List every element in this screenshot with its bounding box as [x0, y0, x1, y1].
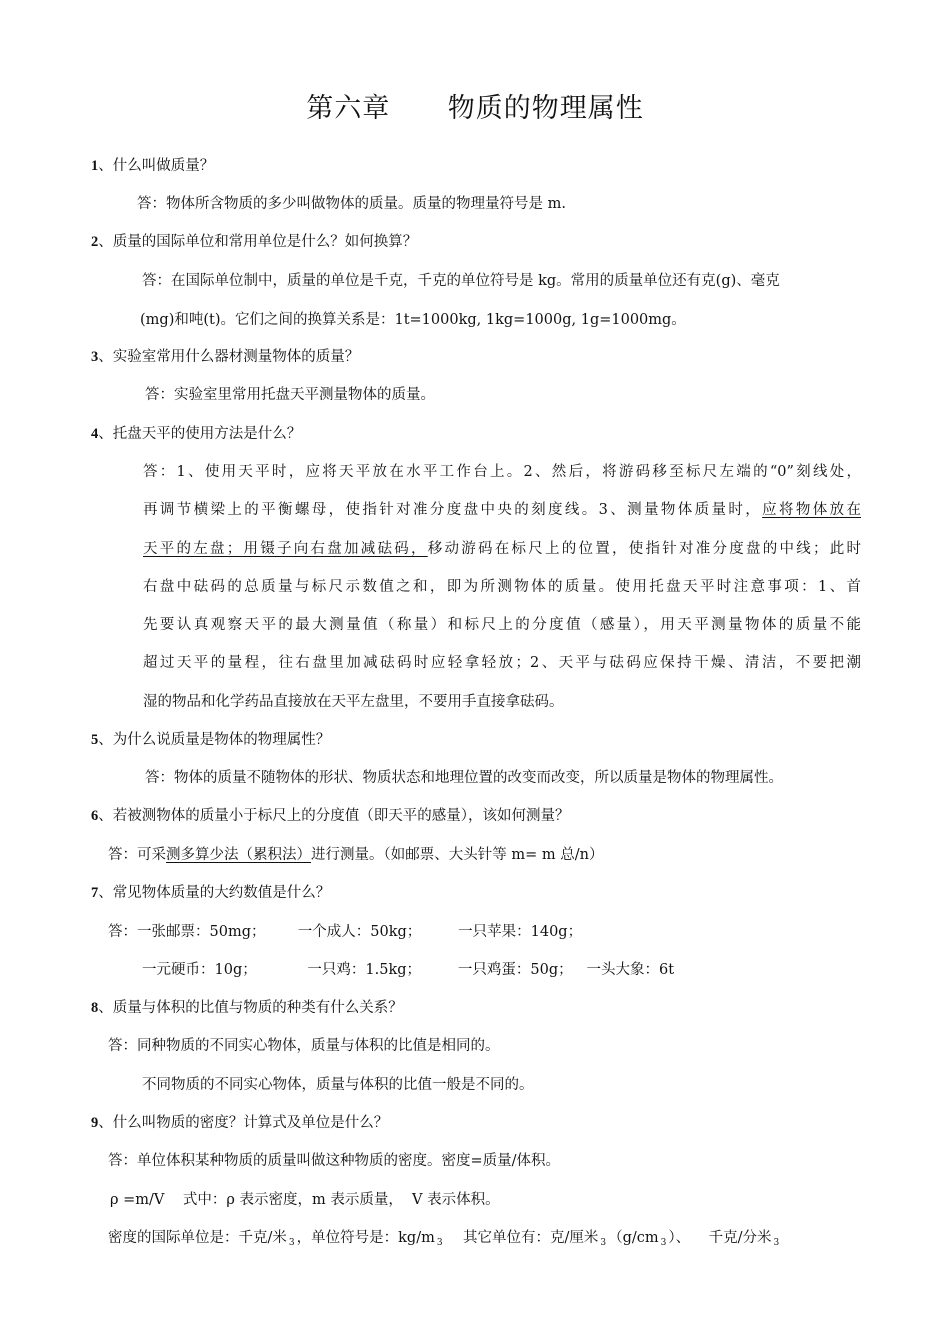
- question-text: 、托盘天平的使用方法是什么？: [98, 426, 302, 442]
- answer-8-line-2: 不同物质的不同实心物体，质量与体积的比值一般是不同的。: [142, 1077, 534, 1093]
- question-text: 、常见物体质量的大约数值是什么？: [98, 885, 331, 901]
- question-text: 、什么叫物质的密度？计算式及单位是什么？: [98, 1115, 389, 1131]
- question-8: [91, 998, 403, 1018]
- answer-text: 答：可采: [108, 847, 166, 863]
- answer-8-line-1: 答：同种物质的不同实心物体，质量与体积的比值是相同的。: [108, 1038, 500, 1054]
- question-6: [91, 806, 570, 826]
- question-text: 、质量与体积的比值与物质的种类有什么关系？: [98, 1000, 403, 1016]
- underlined-text: 测多算少法（累积法）: [166, 847, 311, 863]
- answer-text: 其它单位有：克/厘米: [444, 1230, 599, 1246]
- exponent: 3: [436, 1238, 443, 1248]
- underlined-text: 应将物体放在: [762, 502, 862, 518]
- question-text: 、什么叫做质量？: [98, 158, 215, 174]
- answer-text: 移动游码在标尺上的位置，使指针对准分度盘的中线；此时: [427, 541, 861, 557]
- answer-4-line-7: 湿的物品和化学药品直接放在天平左盘里，不要用手直接拿砝码。: [143, 694, 564, 710]
- answer-text: 进行测量。（如邮票、大头针等 m= m 总/n）: [311, 847, 604, 863]
- answer-5: 答：物体的质量不随物体的形状、物质状态和地理位置的改变而改变，所以质量是物体的物理属性。: [145, 770, 783, 786]
- question-7: [91, 883, 330, 903]
- answer-1: 答：物体所含物质的多少叫做物体的质量。质量的物理量符号是 m.: [137, 196, 566, 212]
- answer-text: 再调节横梁上的平衡螺母，使指针对准分度盘中央的刻度线。3、测量物体质量时，: [143, 502, 763, 518]
- question-9: [91, 1113, 388, 1133]
- answer-9-line-3: [108, 1228, 781, 1250]
- question-3: [91, 347, 359, 367]
- exponent: 3: [600, 1238, 607, 1248]
- question-number: 3: [91, 349, 99, 365]
- question-2: [91, 232, 417, 252]
- question-text: 、若被测物体的质量小于标尺上的分度值（即天平的感量），该如何测量？: [98, 808, 570, 824]
- answer-4-line-1: 答：1、使用天平时，应将天平放在水平工作台上。2、然后，将游码移至标尺左端的“0”刻线处，: [143, 464, 861, 480]
- exponent: 3: [288, 1238, 295, 1248]
- answer-7-line-2: 一元硬币：10g； 一只鸡：1.5kg； 一只鸡蛋：50g； 一头大象：6t: [142, 962, 675, 978]
- answer-4-line-2: [143, 500, 861, 520]
- question-text: 、实验室常用什么器材测量物体的质量？: [98, 349, 360, 365]
- answer-4-line-3: [143, 539, 861, 559]
- question-4: [91, 424, 301, 444]
- underlined-text: 天平的左盘；用镊子向右盘加减砝码，: [143, 541, 428, 557]
- question-text: 、质量的国际单位和常用单位是什么？如何换算？: [98, 234, 418, 250]
- answer-4-line-4: 右盘中砝码的总质量与标尺示数值之和，即为所测物体的质量。使用托盘天平时注意事项：1、首: [143, 579, 861, 595]
- answer-7-line-1: 答：一张邮票：50mg； 一个成人：50kg； 一只苹果：140g；: [108, 924, 583, 940]
- answer-9-line-1: 答：单位体积某种物质的质量叫做这种物质的密度。密度=质量/体积。: [108, 1153, 561, 1169]
- answer-text: 密度的国际单位是：千克/米: [108, 1230, 287, 1246]
- answer-text: ，单位符号是：kg/m: [296, 1230, 435, 1246]
- answer-9-line-2: ρ =m/V 式中：ρ 表示密度，m 表示质量， V 表示体积。: [110, 1192, 500, 1208]
- question-number: 6: [91, 808, 99, 824]
- answer-3: 答：实验室里常用托盘天平测量物体的质量。: [145, 387, 435, 403]
- question-number: 9: [91, 1115, 99, 1131]
- question-number: 1: [91, 158, 99, 174]
- question-text: 、为什么说质量是物体的物理属性？: [98, 732, 331, 748]
- answer-2-line-1: 答：在国际单位制中，质量的单位是千克，千克的单位符号是 kg。常用的质量单位还有克(g)、毫克: [142, 273, 780, 289]
- answer-4-line-5: 先要认真观察天平的最大测量值（称量）和标尺上的分度值（感量），用天平测量物体的质量不能: [143, 617, 861, 633]
- page-title: 第六章 物质的物理属性: [306, 93, 644, 124]
- question-number: 8: [91, 1000, 99, 1016]
- question-number: 4: [91, 426, 99, 442]
- answer-2-line-2: (mg)和吨(t)。它们之间的换算关系是：1t=1000kg, 1kg=1000g, 1g=1000mg。: [140, 312, 686, 328]
- answer-text: ）、 千克/分米: [668, 1230, 772, 1246]
- question-number: 5: [91, 732, 99, 748]
- answer-text: （g/cm: [608, 1230, 659, 1246]
- question-number: 7: [91, 885, 99, 901]
- answer-6: [108, 845, 603, 865]
- question-5: [91, 730, 330, 750]
- question-1: [91, 156, 214, 176]
- exponent: 3: [773, 1238, 780, 1248]
- question-number: 2: [91, 234, 99, 250]
- exponent: 3: [660, 1238, 667, 1248]
- answer-4-line-6: 超过天平的量程，往右盘里加减砝码时应轻拿轻放；2、天平与砝码应保持干燥、清洁，不要把潮: [143, 655, 861, 671]
